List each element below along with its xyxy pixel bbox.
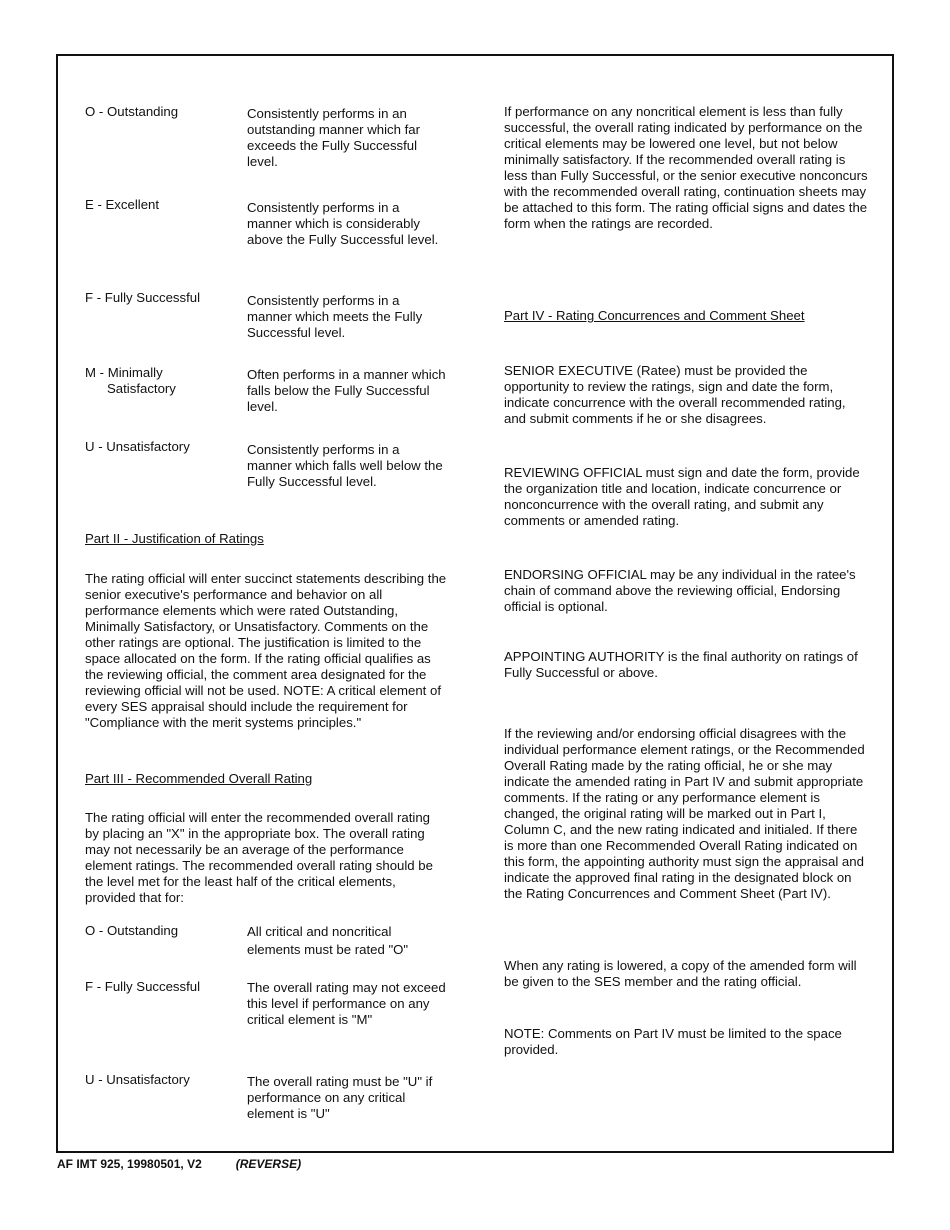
rating-term-unsatisfactory: U - Unsatisfactory xyxy=(85,439,190,454)
rating-desc-unsatisfactory: Consistently performs in a manner which falls well below the Fully Successful level. xyxy=(247,442,443,489)
rating-term-minimally-line2: Satisfactory xyxy=(107,381,176,396)
overall-term-fully-successful: F - Fully Successful xyxy=(85,979,201,994)
overall-term-unsatisfactory: U - Unsatisfactory xyxy=(85,1072,190,1087)
part3-heading: Part III - Recommended Overall Rating xyxy=(85,771,313,786)
form-id: AF IMT 925, 19980501, V2 xyxy=(57,1157,202,1171)
appointing-authority-paragraph: APPOINTING AUTHORITY is the final authority on ratings of Fully Successful or above. xyxy=(504,649,858,680)
reviewing-official-paragraph: REVIEWING OFFICIAL must sign and date the form, provide the organization title and location, indicate concurrence or nonconcurrence with the overall rating, and submit any comments or amended rating. xyxy=(504,465,860,528)
overall-term-outstanding: O - Outstanding xyxy=(85,923,179,938)
rating-term-minimally-line1: M - Minimally xyxy=(85,365,163,380)
form-side: (REVERSE) xyxy=(235,1157,302,1171)
rating-lowered-paragraph: When any rating is lowered, a copy of the amended form will be given to the SES member and the rating official. xyxy=(504,958,857,989)
rating-desc-fully-successful: Consistently performs in a manner which meets the Fully Successful level. xyxy=(247,293,423,340)
endorsing-official-paragraph: ENDORSING OFFICIAL may be any individual in the ratee's chain of command above the reviewing official, Endorsing official is optional. xyxy=(504,567,856,614)
rating-term-fully-successful: F - Fully Successful xyxy=(85,290,201,305)
overall-desc-unsatisfactory: The overall rating must be "U" if performance on any critical element is "U" xyxy=(247,1074,433,1121)
part4-note: NOTE: Comments on Part IV must be limited to the space provided. xyxy=(504,1026,842,1057)
rating-term-outstanding: O - Outstanding xyxy=(85,104,179,119)
noncritical-paragraph: If performance on any noncritical element is less than fully successful, the overall rating indicated by performance on the critical elements may be lowered one level, but not below minimally satisfactory. If the recommended overall rating is less than Fully Successful, or the senior executive nonconcurs with the recommended overall rating, continuation sheets may be attached to this form. The rating official signs and dates the form when the ratings are recorded. xyxy=(504,104,868,231)
rating-term-minimally xyxy=(85,365,235,397)
part4-heading: Part IV - Rating Concurrences and Comment Sheet xyxy=(504,308,805,323)
part2-body: The rating official will enter succinct statements describing the senior executive's performance and behavior on all performance elements which were rated Outstanding, Minimally Satisfactory, or Unsatisfactory. Comments on the other ratings are optional. The justification is limited to the space allocated on the form. If the rating official qualifies as the reviewing official, the comment area designated for the reviewing official will not be used. NOTE: A critical element of every SES appraisal should include the requirement for "Compliance with the merit systems principles." xyxy=(85,571,447,730)
overall-desc-outstanding: All critical and noncritical elements must be rated "O" xyxy=(247,924,409,957)
rating-term-excellent: E - Excellent xyxy=(85,197,160,212)
part3-body: The rating official will enter the recommended overall rating by placing an "X" in the appropriate box. The overall rating may not necessarily be an average of the performance element ratings. The recommended overall rating should be the level met for the least half of the critical elements, provided that for: xyxy=(85,810,433,905)
form-footer xyxy=(57,1156,301,1172)
part2-heading: Part II - Justification of Ratings xyxy=(85,531,264,546)
disagree-paragraph: If the reviewing and/or endorsing official disagrees with the individual performance element ratings, or the Recommended Overall Rating made by the rating official, he or she may indicate the amended rating in Part IV and submit appropriate comments. If the rating or any performance element is changed, the original rating will be marked out in Part I, Column C, and the new rating indicated and initialed. If there is more than one Recommended Overall Rating indicated on this form, the appointing authority must sign the appraisal and indicate the approved final rating in the designated block on the Rating Concurrences and Comment Sheet (Part IV). xyxy=(504,726,865,901)
rating-desc-excellent: Consistently performs in a manner which is considerably above the Fully Successful level. xyxy=(247,200,439,247)
rating-desc-outstanding: Consistently performs in an outstanding manner which far exceeds the Fully Successful level. xyxy=(247,106,421,169)
rating-desc-minimally: Often performs in a manner which falls below the Fully Successful level. xyxy=(247,367,446,414)
senior-executive-paragraph: SENIOR EXECUTIVE (Ratee) must be provided the opportunity to review the ratings, sign and date the form, indicate concurrence with the overall recommended rating, and submit comments if he or she disagrees. xyxy=(504,363,846,426)
overall-desc-fully-successful: The overall rating may not exceed this level if performance on any critical element is "M" xyxy=(247,980,446,1027)
